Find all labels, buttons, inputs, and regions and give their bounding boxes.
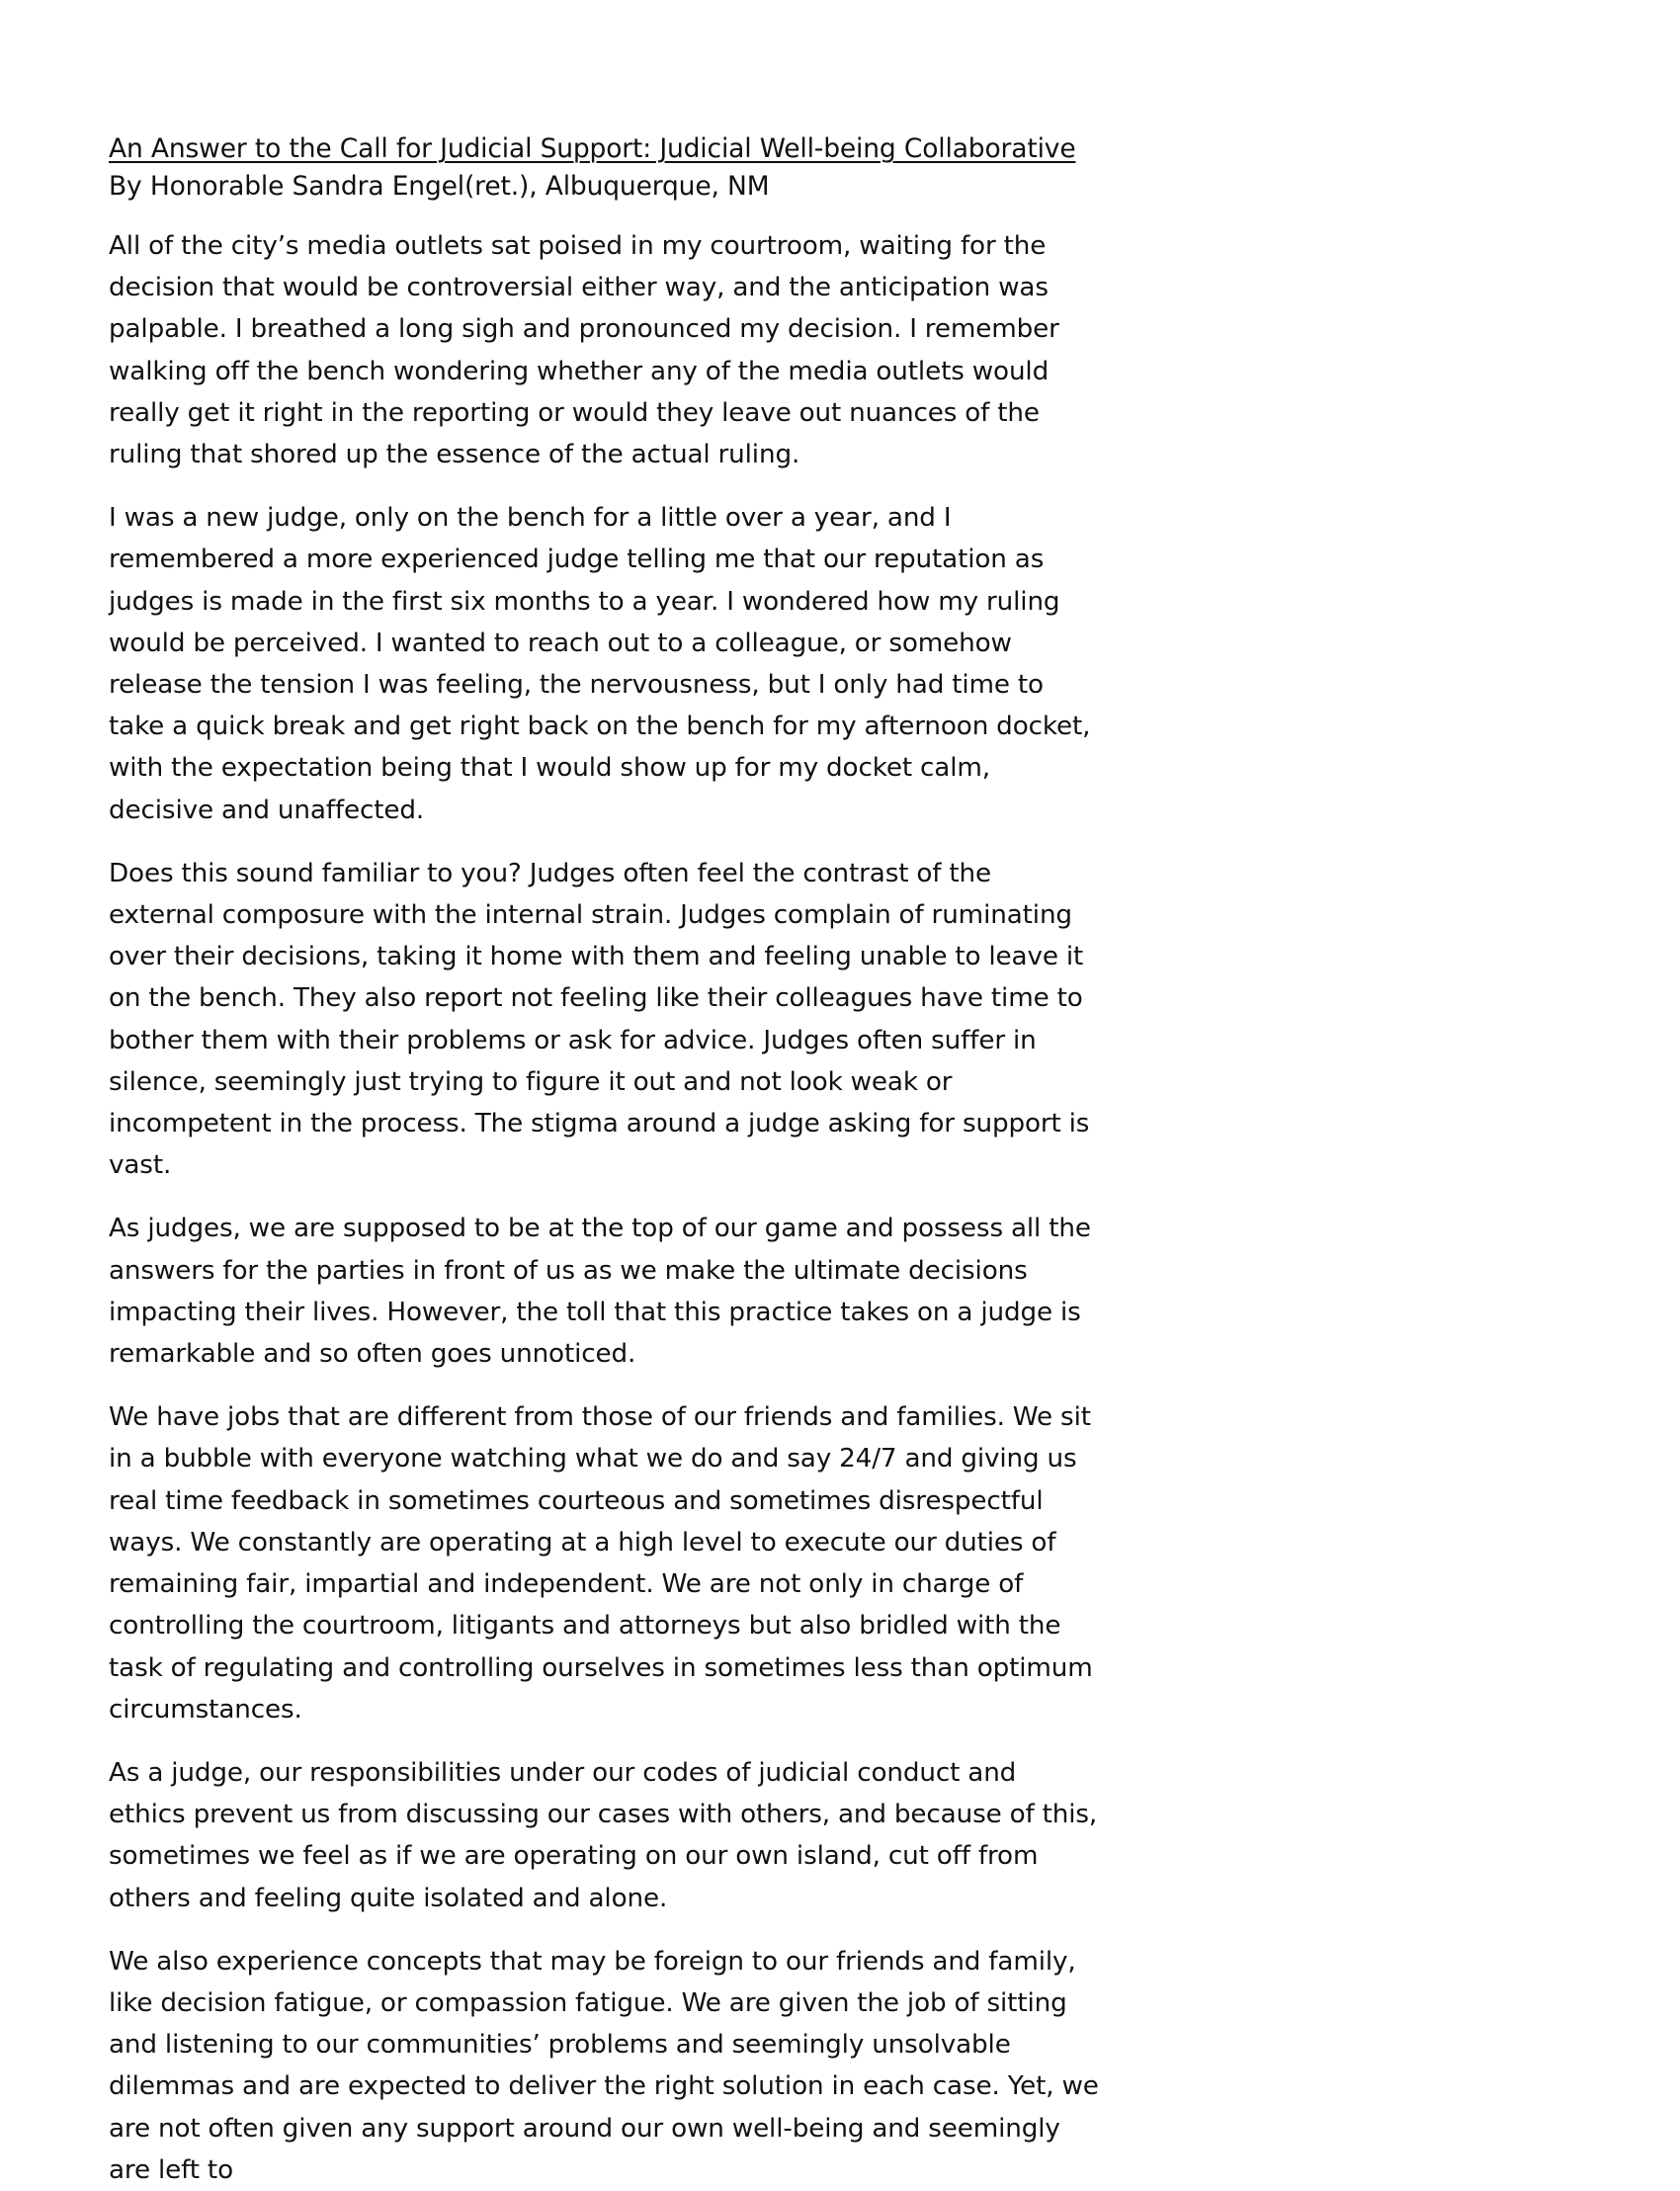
document-title: An Answer to the Call for Judicial Support: Judicial Well-being Collaborative bbox=[109, 133, 1076, 164]
body-paragraph: We have jobs that are different from those of our friends and families. We sit in a bubble with everyone watching what we do and say 24/7 and giving us real time feedback in sometimes courteous and sometimes disrespectful ways. We constantly are operating at a high level to execute our duties of remaining fair, impartial and independent. We are not only in charge of controlling the courtroom, litigants and attorneys but also bridled with the task of regulating and controlling ourselves in sometimes less than optimum circumstances. bbox=[109, 1402, 1093, 1725]
body-paragraph: We also experience concepts that may be foreign to our friends and family, like decision fatigue, or compassion fatigue. We are given the job of sitting and listening to our communities’ problems and seemingly unsolvable dilemmas and are expected to deliver the right solution in each case. Yet, we are not often given any support around our own well-being and seemingly are left to bbox=[109, 1946, 1099, 2185]
body-paragraph: I was a new judge, only on the bench for a little over a year, and I remembered a more experienced judge telling me that our reputation as judges is made in the first six months to a year. I wondered how my ruling would be perceived. I wanted to reach out to a colleague, or somehow release the tension I was feeling, the nervousness, but I only had time to take a quick break and get right back on the bench for my afternoon docket, with the expectation being that I would show up for my docket calm, decisive and unaffected. bbox=[109, 503, 1091, 825]
body-paragraph: All of the city’s media outlets sat poised in my courtroom, waiting for the decision that would be controversial either way, and the anticipation was palpable. I breathed a long sigh and pronounced my decision. I remember walking off the bench wondering whether any of the media outlets would really get it right in the reporting or would they leave out nuances of the ruling that shored up the essence of the actual ruling. bbox=[109, 231, 1059, 470]
body-paragraph: As a judge, our responsibilities under our codes of judicial conduct and ethics prevent us from discussing our cases with others, and because of this, sometimes we feel as if we are operating on our own island, cut off from others and feeling quite isolated and alone. bbox=[109, 1757, 1098, 1913]
body-paragraph: As judges, we are supposed to be at the top of our game and possess all the answers for the parties in front of us as we make the ultimate decisions impacting their lives. However, the toll that this practice takes on a judge is remarkable and so often goes unnoticed. bbox=[109, 1214, 1091, 1370]
document-content bbox=[109, 130, 1100, 2191]
document-body bbox=[109, 225, 1100, 2191]
body-paragraph: Does this sound familiar to you? Judges often feel the contrast of the external composure with the internal strain. Judges complain of ruminating over their decisions, taking it home with them and feeling unable to leave it on the bench. They also report not feeling like their colleagues have time to bother them with their problems or ask for advice. Judges often suffer in silence, seemingly just trying to figure it out and not look weak or incompetent in the process. The stigma around a judge asking for support is vast. bbox=[109, 858, 1090, 1181]
document-byline: By Honorable Sandra Engel(ret.), Albuquerque, NM bbox=[109, 171, 770, 202]
